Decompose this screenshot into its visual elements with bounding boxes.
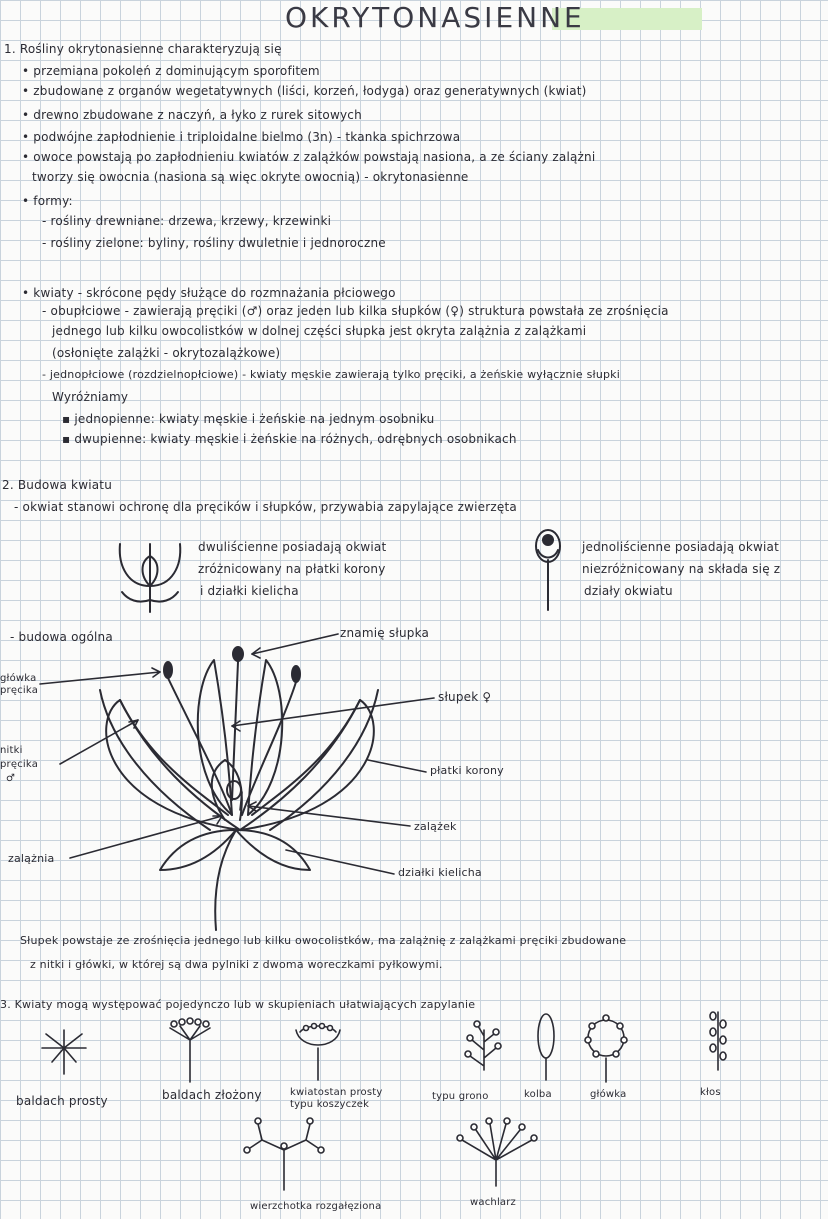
- pistil-note-b: z nitki i główki, w której są dwa pylniki z dwoma woreczkami pyłkowymi.: [30, 958, 443, 971]
- bullet-sporophyte: • przemiana pokoleń z dominującym sporofitem: [22, 64, 320, 78]
- label-filament-3: ♂: [6, 773, 16, 784]
- flowers-def: • kwiaty - skrócone pędy służące do rozmnażania płciowego: [22, 286, 396, 300]
- type-raceme: typu grono: [432, 1091, 489, 1102]
- ovule-shape: [227, 781, 241, 799]
- type-capitulum: typu koszyczek: [290, 1099, 370, 1110]
- type-spike: kłos: [700, 1087, 721, 1098]
- type-simple-umbel: baldach prosty: [16, 1094, 108, 1108]
- type-compound-umbel: baldach złożony: [162, 1088, 262, 1102]
- inflorescence-sketches: [42, 1012, 726, 1190]
- type-spadix: kolba: [524, 1089, 552, 1100]
- bullet-fruits-a: • owoce powstają po zapłodnieniu kwiatów z zalążków powstają nasiona, a ze ściany zalążni: [22, 150, 596, 164]
- dicot-flower-sketch: [120, 544, 181, 612]
- anthers: [163, 646, 301, 683]
- bullet-forms: • formy:: [22, 194, 73, 208]
- label-stigma: znamię słupka: [340, 626, 430, 640]
- monoecious: ▪ jednopienne: kwiaty męskie i żeńskie na jednym osobniku: [62, 412, 435, 426]
- monocot-note-1: jednoliścienne posiadają okwiat: [582, 540, 779, 554]
- bullet-organs: • zbudowane z organów wegetatywnych (liści, korzeń, łodyga) oraz generatywnych (kwiat): [22, 84, 587, 98]
- page-title: OKRYTONASIENNE: [285, 1, 585, 34]
- type-head: główka: [590, 1089, 627, 1100]
- label-ovule: zalążek: [414, 820, 457, 833]
- dicot-note-1: dwuliścienne posiadają okwiat: [198, 540, 387, 554]
- label-ovary: zalążnia: [8, 852, 55, 865]
- section1-heading: 1. Rośliny okrytonasienne charakteryzują się: [4, 42, 282, 56]
- bisexual-a: - obupłciowe - zawierają pręciki (♂) oraz jeden lub kilka słupków (♀) struktura powstała ze zrośnięcia: [42, 304, 669, 318]
- label-sepals: działki kielicha: [398, 866, 482, 879]
- section2-heading: 2. Budowa kwiatu: [2, 478, 113, 492]
- section3-heading: 3. Kwiaty mogą występować pojedynczo lub w skupieniach ułatwiających zapylanie: [0, 998, 476, 1011]
- monocot-flower-sketch: [536, 530, 560, 610]
- bisexual-c: (osłonięte zalążki - okrytozalążkowe): [52, 346, 281, 360]
- label-filament-2: pręcika: [0, 759, 39, 770]
- label-anther-1: główka: [0, 673, 37, 684]
- label-anther-2: pręcika: [0, 685, 39, 696]
- type-simple-inflorescence: kwiatostan prosty: [290, 1087, 383, 1098]
- bullet-wood: • drewno zbudowane z naczyń, a łyko z rurek sitowych: [22, 108, 362, 122]
- monocot-note-2: niezróżnicowany na składa się z: [582, 562, 781, 576]
- bullet-fertilization: • podwójne zapłodnienie i triploidalne bielmo (3n) - tkanka spichrzowa: [22, 130, 461, 144]
- monocot-note-3: działy okwiatu: [584, 584, 673, 598]
- bisexual-b: jednego lub kilku owocolistków w dolnej części słupka jest okryta zalążnia z zalążkami: [52, 324, 587, 338]
- label-pistil: słupek ♀: [438, 690, 492, 704]
- type-cyme: wierzchotka rozgałęziona: [250, 1201, 382, 1212]
- bullet-fruits-b: tworzy się owocnia (nasiona są więc okryte owocnią) - okrytonasienne: [32, 170, 469, 184]
- unisexual-a: - jednopłciowe (rozdzielnopłciowe) - kwiaty męskie zawierają tylko pręciki, a żeńskie wyłącznie słupki: [42, 368, 621, 381]
- label-filament-1: nitki: [0, 745, 23, 756]
- general-structure: - budowa ogólna: [10, 630, 113, 644]
- perianth-line: - okwiat stanowi ochronę dla pręcików i słupków, przywabia zapylające zwierzęta: [14, 500, 517, 514]
- dioecious: ▪ dwupienne: kwiaty męskie i żeńskie na różnych, odrębnych osobnikach: [62, 432, 517, 446]
- pistil-note-a: Słupek powstaje ze zrośnięcia jednego lub kilku owocolistków, ma zalążnię z zalążkami pręciki zbudowane: [20, 934, 627, 947]
- unisexual-b: Wyróżniamy: [52, 390, 129, 404]
- dicot-note-3: i działki kielicha: [200, 584, 299, 598]
- form-herbaceous: - rośliny zielone: byliny, rośliny dwuletnie i jednoroczne: [42, 236, 386, 250]
- type-fan: wachlarz: [470, 1197, 517, 1208]
- dicot-note-2: zróżnicowany na płatki korony: [198, 562, 386, 576]
- label-petals: płatki korony: [430, 764, 504, 777]
- form-woody: - rośliny drewniane: drzewa, krzewy, krzewinki: [42, 214, 332, 228]
